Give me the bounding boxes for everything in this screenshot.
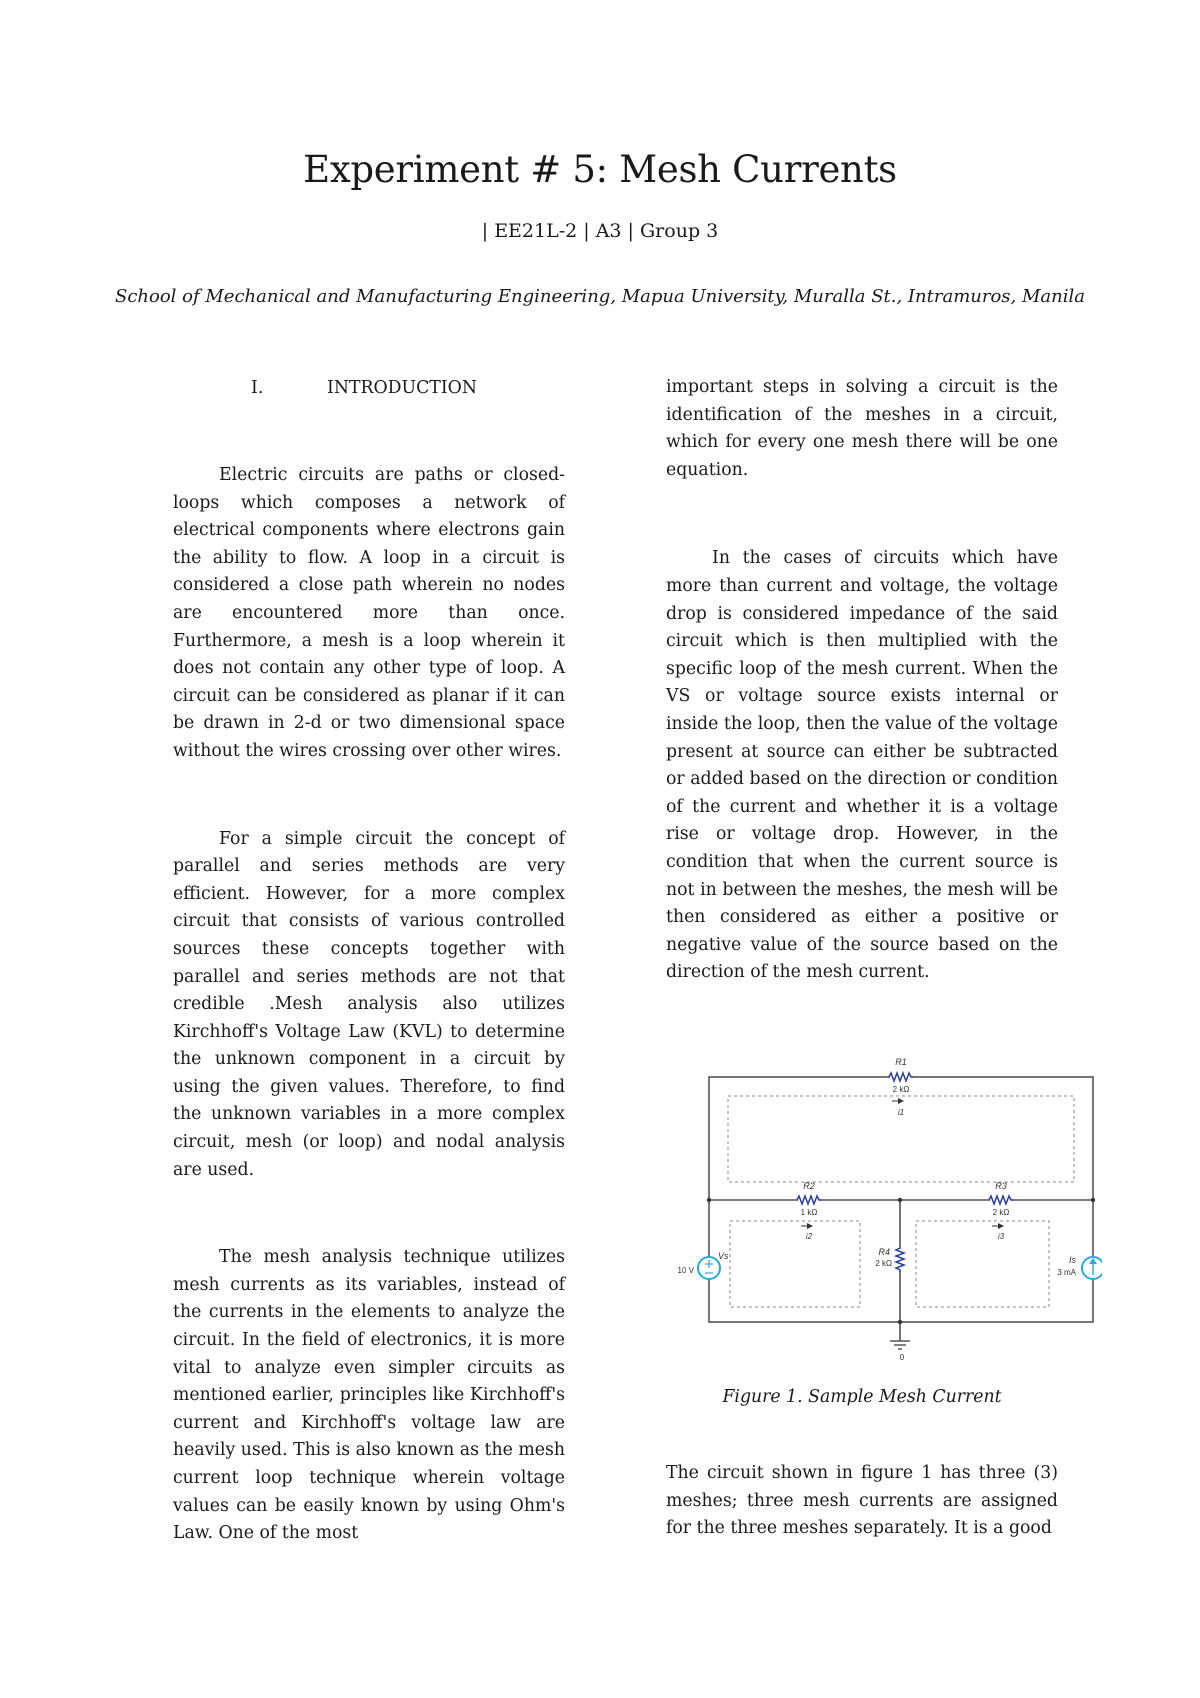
is-label: Is [1068, 1255, 1076, 1265]
paragraph: For a simple circuit the concept of parallel and series methods are very efficient. However, for a more complex circuit that consists of various controlled sources these concepts together with parallel and series methods are not that credible .Mesh analysis also utilizes Kirchhoff's Voltage Law (KVL) to determine the unknown component in a circuit by using the given values. Therefore, to find the unknown variables in a more complex circuit, mesh (or loop) and nodal analysis are used. [173, 828, 565, 1180]
mesh-loop-3 [916, 1221, 1049, 1307]
r2-value: 1 kΩ [800, 1208, 818, 1217]
circuit-figure [670, 1053, 1102, 1367]
ground-symbol [890, 1341, 910, 1349]
vs-value: 10 V [677, 1266, 694, 1275]
i2-label: i2 [805, 1232, 813, 1241]
right-column-continued [666, 1460, 1058, 1543]
i1-label: i1 [897, 1108, 905, 1117]
course-line: | EE21L-2 | A3 | Group 3 [481, 220, 719, 242]
is-value: 3 mA [1057, 1268, 1076, 1277]
left-column [173, 374, 565, 1548]
right-column [666, 374, 1058, 987]
paragraph: Electric circuits are paths or closed-loops which composes a network of electrical components where electrons gain the ability to flow. A loop in a circuit is considered a close path wherein no nodes are encountered more than once. Furthermore, a mesh is a loop wherein it does not contain any other type of loop. A circuit can be considered as planar if it can be drawn in 2-d or two dimensional space without the wires crossing over other wires. [173, 465, 565, 761]
r3-value: 2 kΩ [992, 1208, 1010, 1217]
ground-label: 0 [899, 1353, 905, 1362]
r4-value: 2 kΩ [875, 1259, 892, 1268]
current-arrows [807, 1098, 1004, 1229]
r1-value: 2 kΩ [892, 1085, 910, 1094]
mesh-loop-2 [730, 1221, 860, 1307]
r4-label: R4 [878, 1247, 890, 1257]
circuit-diagram [670, 1053, 1102, 1367]
paragraph: important steps in solving a circuit is the identification of the meshes in a circuit, which for every one mesh there will be one equation. [666, 377, 1058, 480]
section-title: INTRODUCTION [327, 378, 477, 398]
paragraph: The mesh analysis technique utilizes mesh currents as its variables, instead of the currents in the elements to analyze the circuit. In the field of electronics, it is more vital to analyze even simpler circuits as mentioned earlier, principles like Kirchhoff's current and Kirchhoff's voltage law are heavily used. This is also known as the mesh current loop technique wherein voltage values can be easily known by using Ohm's Law. One of the most [173, 1247, 565, 1544]
r1-label: R1 [895, 1057, 907, 1067]
r3-label: R3 [995, 1181, 1007, 1191]
r2-label: R2 [803, 1181, 815, 1191]
paragraph: In the cases of circuits which have more than current and voltage, the voltage drop is considered impedance of the said circuit which is then multiplied with the specific loop of the mesh current. When the VS or voltage source exists internal or inside the loop, then the value of the voltage present at source can either be subtracted or added based on the direction or condition of the current and whether it is a voltage rise or voltage drop. However, in the condition that when the current source is not in between the meshes, the mesh will be then considered as either a positive or negative value of the source based on the direction of the mesh current. [666, 548, 1058, 983]
affiliation: School of Mechanical and Manufacturing Engineering, Mapua University, Muralla St., Intramuros, Manila [115, 286, 1085, 307]
section-number: I. [251, 378, 264, 398]
vs-label: Vs [718, 1251, 729, 1261]
paragraph: The circuit shown in figure 1 has three (3) meshes; three mesh currents are assigned for the three meshes separately. It is a good [666, 1463, 1058, 1539]
figure-caption: Figure 1. Sample Mesh Current [722, 1387, 1002, 1407]
page-title: Experiment # 5: Mesh Currents [303, 148, 897, 191]
i3-label: i3 [997, 1232, 1005, 1241]
